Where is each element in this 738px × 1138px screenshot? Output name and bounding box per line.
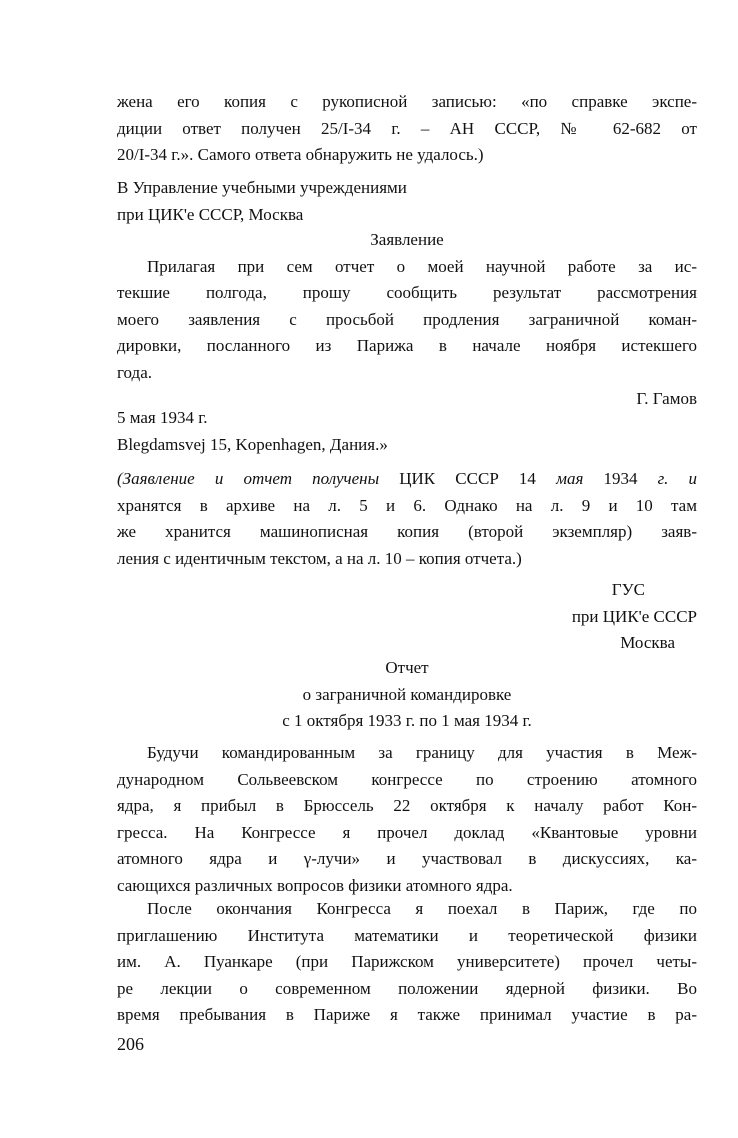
intro-line-1: жена его копия с рукописной записью: «по справке экспе- xyxy=(117,92,697,111)
statement-line-3: моего заявления с просьбой продления заграничной коман- xyxy=(117,309,697,329)
note-line-2: хранятся в архиве на л. 5 и 6. Однако на л. 9 и 10 там xyxy=(117,495,697,515)
report-p2-line: им. А. Пуанкаре (при Парижском университете) прочел четы- xyxy=(117,952,697,971)
note-roman-2: 1934 xyxy=(603,469,638,488)
intro-line-3: 20/I-34 г.». Самого ответа обнаружить не удалось.) xyxy=(117,145,484,164)
statement-address: Blegdamsvej 15, Kopenhagen, Дания.» xyxy=(117,434,388,454)
signature: Г. Гамов xyxy=(636,389,697,408)
page-number: 206 xyxy=(117,1034,144,1054)
report-p2-line: ре лекции о современном положении ядерной физики. Во xyxy=(117,978,697,998)
report-p1-line: атомного ядра и γ-лучи» и участвовал в дискуссиях, ка- xyxy=(117,849,697,868)
note-line-4: ления с идентичным текстом, а на л. 10 – копия отчета.) xyxy=(117,548,522,568)
recipient-line-2: при ЦИК'е СССР xyxy=(571,606,697,626)
note-italic-1: (Заявление и отчет получены xyxy=(117,469,380,488)
report-p1-line: ядра, я прибыл в Брюссель 22 октября к началу работ Кон- xyxy=(117,796,697,815)
note-line-1 xyxy=(117,466,697,493)
address-block xyxy=(117,175,697,228)
report-p2-line: время пребывания в Париже я также принимал участие в ра- xyxy=(117,1005,697,1024)
report-title: Отчет xyxy=(385,658,429,677)
report-p2-line: После окончания Конгресса я поехал в Париж, где по xyxy=(147,899,697,918)
address-line-2: при ЦИК'е СССР, Москва xyxy=(117,204,304,224)
report-p2-line: приглашению Института математики и теоретической физики xyxy=(117,925,697,945)
note-italic-2: мая xyxy=(556,469,584,488)
statement-block xyxy=(117,227,697,413)
report-subtitle-2: с 1 октября 1933 г. по 1 мая 1934 г. xyxy=(282,711,532,730)
report-paragraph-2 xyxy=(117,896,697,1029)
report-subtitle-1: о заграничной командировке xyxy=(302,684,512,704)
report-header xyxy=(117,655,697,735)
report-paragraph-1 xyxy=(117,740,697,899)
report-p1-line: Будучи командированным за границу для участия в Меж- xyxy=(147,743,697,762)
statement-line-4: дировки, посланного из Парижа в начале ноября истекшего xyxy=(117,336,697,355)
report-p1-line: дународном Сольвеевском конгрессе по строению атомного xyxy=(117,769,697,789)
note-italic-3: г. и xyxy=(657,469,697,488)
statement-title: Заявление xyxy=(370,230,444,249)
address-line-1: В Управление учебными учреждениями xyxy=(117,178,407,197)
statement-line-5: года. xyxy=(117,362,153,382)
intro-line-2: диции ответ получен 25/I-34 г. – АН СССР, № 62-682 от xyxy=(117,118,697,138)
date-address xyxy=(117,405,697,458)
intro-paragraph xyxy=(117,89,697,169)
statement-line-2: текшие полгода, прошу сообщить результат рассмотрения xyxy=(117,283,697,302)
recipient-block xyxy=(117,577,697,657)
report-p1-line: сающихся различных вопросов физики атомного ядра. xyxy=(117,875,513,895)
statement-date: 5 мая 1934 г. xyxy=(117,408,208,427)
report-p1-line: гресса. На Конгрессе я прочел доклад «Квантовые уровни xyxy=(117,822,697,842)
recipient-line-3: Москва xyxy=(620,633,675,652)
note-roman-1: ЦИК СССР 14 xyxy=(399,469,536,488)
editorial-note xyxy=(117,466,697,572)
statement-line-1: Прилагая при сем отчет о моей научной работе за ис- xyxy=(147,256,697,276)
recipient-line-1: ГУС xyxy=(611,580,645,599)
note-line-3: же хранится машинописная копия (второй экземпляр) заяв- xyxy=(117,522,697,541)
